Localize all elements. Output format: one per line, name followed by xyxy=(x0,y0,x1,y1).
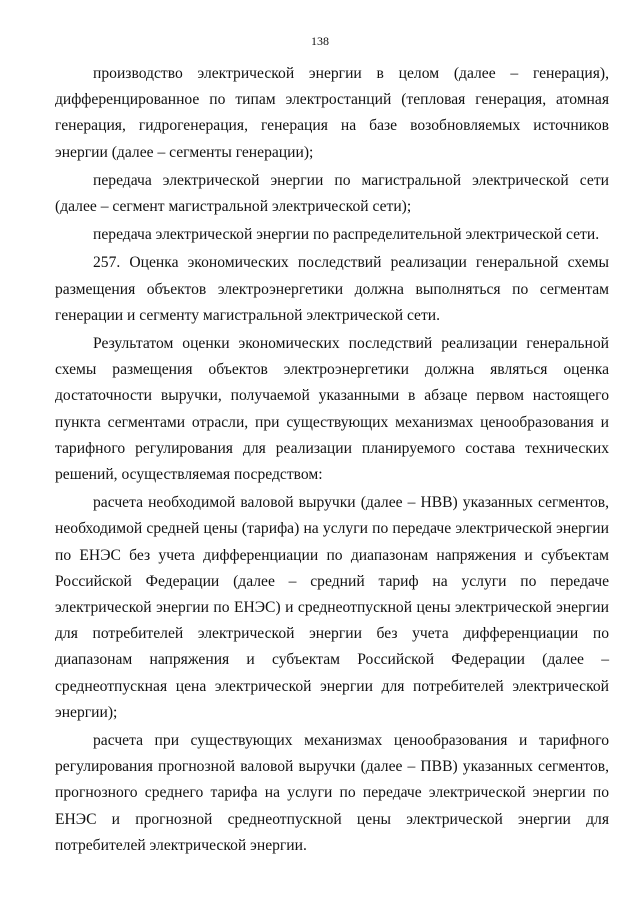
paragraph-pvv-calculation: расчета при существующих механизмах ценообразования и тарифного регулирования прогнозной валовой выручки (далее – ПВВ) указанных сегментов, прогнозного среднего тарифа на услуги по передаче электрической энергии по ЕНЭС и прогнозной среднеотпускной цены электрической энергии для потребителей электрической энергии. xyxy=(55,732,609,854)
paragraph-distribution-network: передача электрической энергии по распределительной электрической сети. xyxy=(93,226,600,244)
page-number: 138 xyxy=(311,34,329,48)
document-body xyxy=(55,61,609,859)
paragraph-item-257: 257. Оценка экономических последствий реализации генеральной схемы размещения объектов электроэнергетики должна выполняться по сегментам генерации и сегменту магистральной электрической сети. xyxy=(55,254,609,324)
paragraph-assessment-result: Результатом оценки экономических последствий реализации генеральной схемы размещения объектов электроэнергетики должна являться оценка достаточности выручки, получаемой указанными в абзаце первом настоящего пункта сегментами отрасли, при существующих механизмах ценообразования и тарифного регулирования для реализации планируемого состава технических решений, осуществляемая посредством: xyxy=(55,335,609,484)
paragraph-nvv-calculation: расчета необходимой валовой выручки (далее – НВВ) указанных сегментов, необходимой средней цены (тарифа) на услуги по передаче электрической энергии по ЕНЭС без учета дифференциации по диапазонам напряжения и субъектам Российской Федерации (далее – средний тариф на услуги по передаче электрической энергии по ЕНЭС) и среднеотпускной цены электрической энергии для потребителей электрической энергии без учета дифференциации по диапазонам напряжения и субъектам Российской Федерации (далее – среднеотпускная цена электрической энергии для потребителей электрической энергии); xyxy=(55,494,609,721)
paragraph-trunk-network-segment: передача электрической энергии по магистральной электрической сети (далее – сегмент магистральной электрической сети); xyxy=(55,171,609,216)
paragraph-generation-segment: производство электрической энергии в целом (далее – генерация), дифференцированное по типам электростанций (тепловая генерация, атомная генерация, гидрогенерация, генерация на базе возобновляемых источников энергии (далее – сегменты генерации); xyxy=(55,65,609,161)
